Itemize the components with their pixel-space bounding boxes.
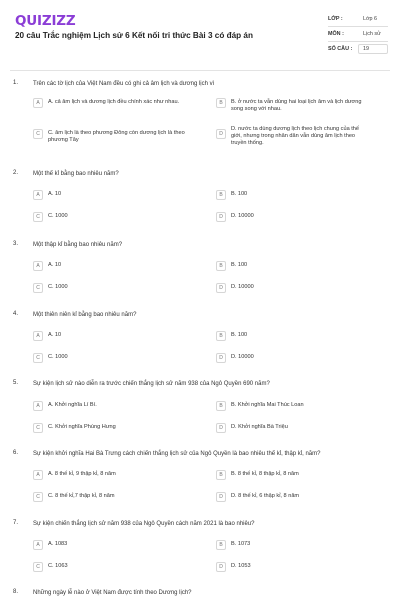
- worksheet-header: [0, 0, 400, 66]
- option-text: C. Khởi nghĩa Phùng Hưng: [48, 424, 116, 430]
- option-letter-badge: A: [33, 98, 43, 108]
- option-letter-badge: A: [33, 401, 43, 411]
- option-letter-badge: D: [216, 353, 226, 363]
- option-text: A. 1083: [48, 541, 68, 547]
- option-text: A. Khởi nghĩa Lí Bí.: [48, 402, 97, 408]
- option-letter-badge: B: [216, 401, 226, 411]
- question-number: 7.: [13, 520, 19, 526]
- option-text: C. 1000: [48, 284, 68, 290]
- question-text: Trên các tờ lịch của Việt Nam đều có ghi cả âm lịch và dương lịch vì: [33, 81, 215, 87]
- question-number: 4.: [13, 311, 19, 317]
- question-number: 8.: [13, 589, 19, 595]
- option-letter-badge: B: [216, 331, 226, 341]
- option-text: B. 100: [231, 262, 248, 268]
- question-number: 6.: [13, 450, 19, 456]
- option-letter-badge: C: [33, 353, 43, 363]
- question-text: Một thế kỉ bằng bao nhiêu năm?: [33, 171, 119, 177]
- option-letter-badge: A: [33, 470, 43, 480]
- question-text: Những ngày lễ nào ở Việt Nam được tính theo Dương lịch?: [33, 590, 192, 596]
- option-letter-badge: A: [33, 261, 43, 271]
- header-divider: [10, 70, 390, 71]
- option-text: A. 10: [48, 332, 62, 338]
- option-letter-badge: B: [216, 540, 226, 550]
- grade-divider: [328, 26, 388, 27]
- option-text: C. 1000: [48, 354, 68, 360]
- option-text: B. Khởi nghĩa Mai Thúc Loan: [231, 402, 304, 408]
- option-letter-badge: D: [216, 562, 226, 572]
- question-number: 2.: [13, 170, 19, 176]
- option-text: C. âm lịch là theo phương Đông còn dương lịch là theo phương Tây: [48, 130, 185, 143]
- option-letter-badge: D: [216, 423, 226, 433]
- question-text: Một thập kỉ bằng bao nhiêu năm?: [33, 242, 123, 248]
- option-text: D. Khởi nghĩa Bà Triệu: [231, 424, 288, 430]
- option-letter-badge: C: [33, 283, 43, 293]
- option-letter-badge: B: [216, 98, 226, 108]
- option-letter-badge: C: [33, 423, 43, 433]
- option-letter-badge: A: [33, 331, 43, 341]
- option-letter-badge: D: [216, 492, 226, 502]
- option-letter-badge: D: [216, 129, 226, 139]
- option-letter-badge: C: [33, 129, 43, 139]
- option-letter-badge: A: [33, 540, 43, 550]
- question-number: 5.: [13, 380, 19, 386]
- option-text: C. 8 thế kỉ,7 thập kỉ, 8 năm: [48, 493, 115, 499]
- question-count-value: 19: [363, 46, 369, 52]
- option-letter-badge: D: [216, 212, 226, 222]
- option-letter-badge: B: [216, 190, 226, 200]
- option-text: A. cả âm lịch và dương lịch đều chính xác như nhau.: [48, 99, 180, 105]
- question-count-label: SỐ CÂU :: [328, 46, 353, 52]
- page-title: 20 câu Trắc nghiệm Lịch sử 6 Kết nối tri thức Bài 3 có đáp án: [15, 31, 253, 40]
- subject-label: MÔN :: [328, 31, 344, 37]
- option-text: A. 10: [48, 262, 62, 268]
- option-letter-badge: A: [33, 190, 43, 200]
- subject-value: Lịch sử: [363, 31, 381, 37]
- quizizz-logo[interactable]: QUIZIZZ: [15, 13, 76, 29]
- question-text: Sự kiện khởi nghĩa Hai Bà Trưng cách chiến thắng lịch sử của Ngô Quyền là bao nhiêu thế kỉ, thập kỉ, năm?: [33, 451, 321, 457]
- option-text: D. 10000: [231, 284, 254, 290]
- question-number: 1.: [13, 80, 19, 86]
- option-letter-badge: D: [216, 283, 226, 293]
- option-text: D. 1053: [231, 563, 251, 569]
- question-text: Sự kiện lịch sử nào diễn ra trước chiến thắng lịch sử năm 938 của Ngô Quyền 690 năm?: [33, 381, 270, 387]
- option-letter-badge: C: [33, 492, 43, 502]
- question-number: 3.: [13, 241, 19, 247]
- option-text: D. 10000: [231, 213, 254, 219]
- option-text: B. 8 thế kỉ, 8 thập kỉ, 8 năm: [231, 471, 299, 477]
- option-text: D. 10000: [231, 354, 254, 360]
- option-text: A. 10: [48, 191, 62, 197]
- grade-label: LỚP :: [328, 16, 343, 22]
- option-letter-badge: B: [216, 470, 226, 480]
- question-text: Một thiên niên kỉ bằng bao nhiêu năm?: [33, 312, 137, 318]
- option-text: A. 8 thế kỉ, 9 thập kỉ, 8 năm: [48, 471, 116, 477]
- option-letter-badge: C: [33, 212, 43, 222]
- option-text: C. 1063: [48, 563, 68, 569]
- question-text: Sự kiện chiến thắng lịch sử năm 938 của Ngô Quyền cách năm 2021 là bao nhiêu?: [33, 521, 255, 527]
- option-text: C. 1000: [48, 213, 68, 219]
- option-text: B. 1073: [231, 541, 251, 547]
- subject-divider: [328, 41, 388, 42]
- option-text: B. 100: [231, 191, 248, 197]
- option-letter-badge: C: [33, 562, 43, 572]
- option-letter-badge: B: [216, 261, 226, 271]
- option-text: D. 8 thế kỉ, 6 thập kỉ, 8 năm: [231, 493, 300, 499]
- option-text: B. 100: [231, 332, 248, 338]
- option-text: B. ở nước ta vẫn dùng hai loại lịch âm và lịch dương song song với nhau.: [231, 99, 362, 112]
- option-text: D. nước ta dùng dương lịch theo lịch chung của thế giới, nhưng trong nhân dân vẫn dùng âm lịch theo truyền thống.: [231, 126, 360, 146]
- grade-value: Lớp 6: [363, 16, 378, 22]
